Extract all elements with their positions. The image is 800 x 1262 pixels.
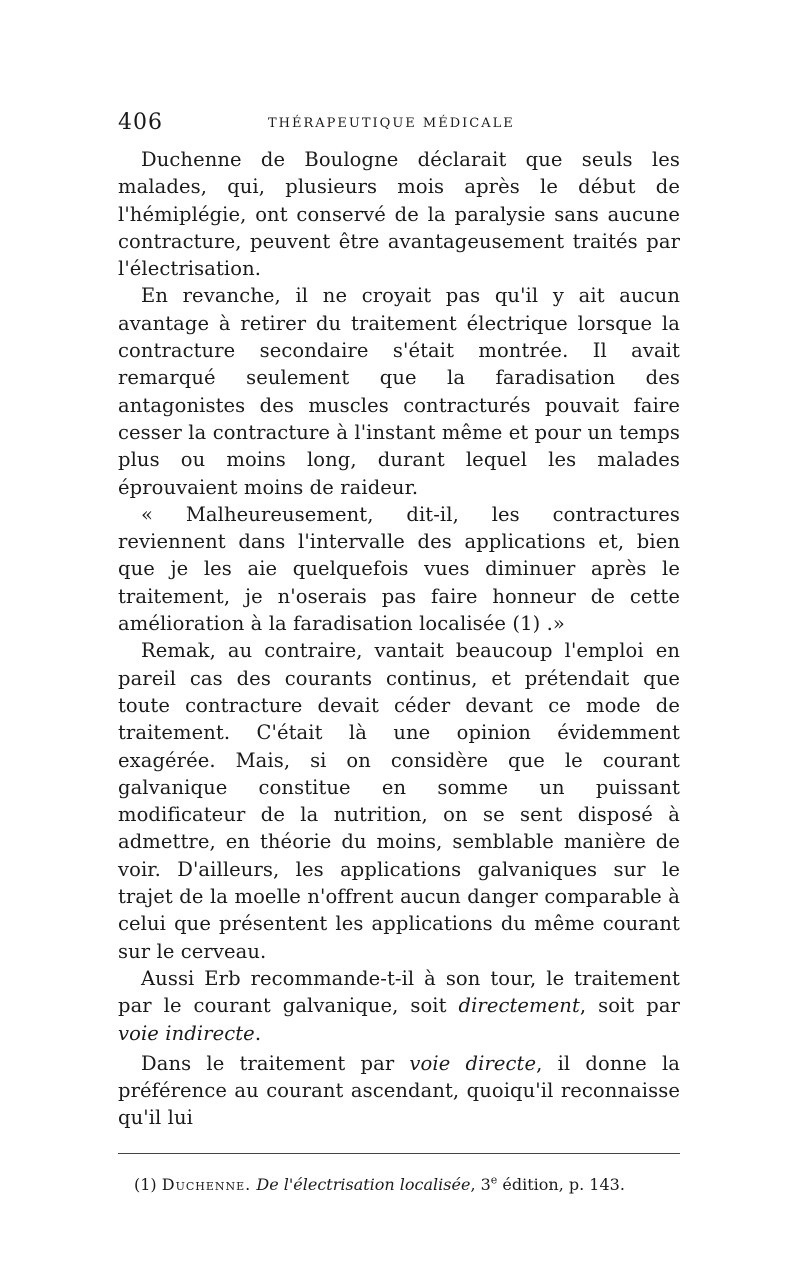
traitement-text-end: , il donne la préférence au courant ascendant, quoiqu'il reconnaisse qu'il lui [118, 1051, 681, 1130]
book-page [118, 110, 680, 1196]
erb-emphasis-directement: directement [458, 994, 580, 1018]
footnote-marker: (1) [134, 1174, 157, 1194]
paragraph-erb [118, 965, 680, 1047]
running-title: THÉRAPEUTIQUE MÉDICALE [268, 116, 515, 131]
erb-emphasis-voie-indirecte: voie indirecte [118, 1021, 255, 1045]
body-text [118, 146, 680, 1132]
footnote-rest: édition, p. 143. [497, 1174, 625, 1194]
paragraph-revanche: En revanche, il ne croyait pas qu'il y ait aucun avantage à retirer du traitement électrique lorsque la contracture secondaire s'était montrée. Il avait remarqué seulement que la faradisation des antagonistes des muscles contracturés pouvait faire cesser la contracture à l'instant même et pour un temps plus ou moins long, durant lequel les malades éprouvaient moins de raideur. [118, 284, 680, 499]
paragraph-remak: Remak, au contraire, vantait beaucoup l'emploi en pareil cas des courants continus, et prétendait que toute contracture devait céder devant ce mode de traitement. C'était là une opinion évidemment exagérée. Mais, si on considère que le courant galvanique constitue en somme un puissant modificateur de la nutrition, on se sent disposé à admettre, en théorie du moins, semblable manière de voir. D'ailleurs, les applications galvaniques sur le trajet de la moelle n'offrent aucun danger comparable à celui que présentent les applications du même courant sur le cerveau. [118, 639, 680, 963]
footnote-edition-number: 3 [480, 1174, 491, 1194]
footnote: (1) Duchenne. De l'électrisation localisée, 3e édition, p. 143. [134, 1173, 625, 1194]
paragraph-quotation: « Malheureusement, dit-il, les contractures reviennent dans l'intervalle des applications et, bien que je les aie quelquefois vues diminuer après le traitement, je n'oserais pas faire honneur de cette amélioration à la faradisation localisée (1) .» [118, 502, 680, 636]
footnote-divider [118, 1153, 680, 1154]
erb-text-middle: , soit par [579, 994, 680, 1018]
footnote-title: De l'électrisation localisée [256, 1174, 471, 1194]
erb-text-end: . [254, 1021, 262, 1045]
traitement-emphasis-voie-directe: voie directe [409, 1051, 537, 1075]
paragraph-traitement [118, 1050, 680, 1132]
erb-text-start: Aussi Erb recommande-t-il à son tour, le traitement par le courant galvanique, soit [118, 966, 680, 1018]
page-number: 406 [118, 110, 163, 135]
traitement-text-start: Dans le traitement par [141, 1051, 410, 1075]
paragraph-duchenne: Duchenne de Boulogne déclarait que seuls les malades, qui, plusieurs mois après le début de l'hémiplégie, ont conservé de la paralysie sans aucune contracture, peuvent être avantageusement traités par l'électrisation. [118, 148, 680, 281]
footnote-author: Duchenne. [161, 1174, 252, 1194]
page-header [118, 110, 680, 140]
footnote-edition-suffix: e [490, 1173, 498, 1187]
